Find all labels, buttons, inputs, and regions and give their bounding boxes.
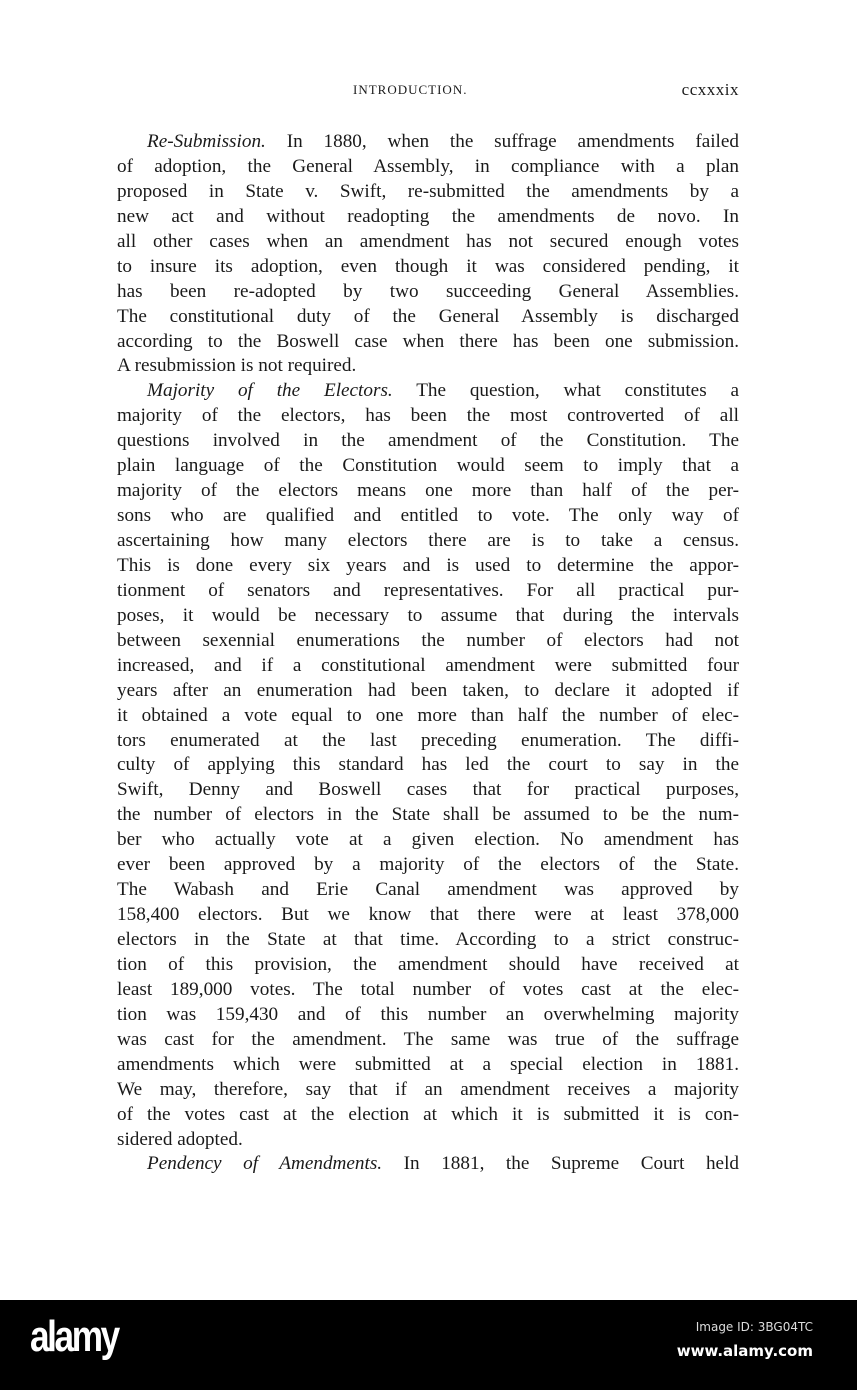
paragraph-first-line xyxy=(117,130,739,155)
running-head-title: INTRODUCTION. xyxy=(353,82,468,97)
text-line: tionment of senators and representatives. For all practical pur- xyxy=(117,579,739,601)
text-line: amendments which were submitted at a special election in 1881. xyxy=(117,1053,739,1075)
text-line: sons who are qualified and entitled to vote. The only way of xyxy=(117,505,739,527)
text-line: plain language of the Constitution would seem to imply that a xyxy=(117,455,739,477)
paragraph-heading: Pendency of Amendments. xyxy=(147,1153,383,1175)
running-head xyxy=(117,82,739,104)
text-line: the number of electors in the State shall be assumed to be the num- xyxy=(117,804,739,826)
text-line: majority of the electors means one more than half of the per- xyxy=(117,480,739,502)
text-line: A resubmission is not required. xyxy=(117,355,357,377)
site-url: www.alamy.com xyxy=(676,1342,813,1360)
text-line: least 189,000 votes. The total number of votes cast at the elec- xyxy=(117,978,739,1000)
paragraph-first-line xyxy=(117,1152,739,1177)
text-line: ascertaining how many electors there are is to take a census. xyxy=(117,530,739,551)
text-line: proposed in State v. Swift, re-submitted the amendments by a xyxy=(117,180,739,202)
text-line: according to the Boswell case when there has been one submission. xyxy=(117,330,739,352)
image-id: Image ID: 3BG04TC xyxy=(695,1320,813,1334)
text-line: has been re-adopted by two succeeding General Assemblies. xyxy=(117,280,739,302)
text-line: Swift, Denny and Boswell cases that for practical purposes, xyxy=(117,779,739,801)
text-line: electors in the State at that time. According to a strict construc- xyxy=(117,929,739,950)
text-line: it obtained a vote equal to one more than half the number of elec- xyxy=(117,704,739,726)
text-line: We may, therefore, say that if an amendment receives a majority xyxy=(117,1078,739,1100)
text-line: culty of applying this standard has led the court to say in the xyxy=(117,754,739,776)
text-line: new act and without readopting the amendments de novo. In xyxy=(117,205,739,227)
text-line: was cast for the amendment. The same was true of the suffrage xyxy=(117,1028,739,1050)
paragraph-heading: Majority of the Electors. xyxy=(147,380,393,402)
text-line: of the votes cast at the election at which it is submitted it is con- xyxy=(117,1103,739,1125)
text-line: of adoption, the General Assembly, in compliance with a plan xyxy=(117,155,739,177)
text-line: tion was 159,430 and of this number an overwhelming majority xyxy=(117,1003,739,1025)
text-line: The constitutional duty of the General Assembly is discharged xyxy=(117,305,739,327)
paragraph-text: In 1880, when the suffrage amendments failed xyxy=(265,131,739,152)
paragraph-text: The question, what constitutes a xyxy=(392,380,739,402)
text-line: all other cases when an amendment has not secured enough votes xyxy=(117,230,739,252)
text-line: majority of the electors, has been the most controverted of all xyxy=(117,405,739,427)
watermark-bar xyxy=(0,1300,857,1390)
text-line: This is done every six years and is used to determine the appor- xyxy=(117,554,739,576)
alamy-logo: alamy xyxy=(30,1312,118,1361)
text-line: increased, and if a constitutional amendment were submitted four xyxy=(117,654,739,676)
paragraph-text: In 1881, the Supreme Court held xyxy=(382,1153,739,1175)
text-line: years after an enumeration had been taken, to declare it adopted if xyxy=(117,679,739,701)
text-line: tion of this provision, the amendment should have received at xyxy=(117,953,739,975)
text-line: sidered adopted. xyxy=(117,1128,243,1150)
text-line: to insure its adoption, even though it was considered pending, it xyxy=(117,255,739,277)
text-line: ber who actually vote at a given election. No amendment has xyxy=(117,829,739,851)
text-line: ever been approved by a majority of the electors of the State. xyxy=(117,854,739,876)
text-line: questions involved in the amendment of the Constitution. The xyxy=(117,430,739,452)
paragraph-first-line xyxy=(117,379,739,404)
body-text xyxy=(117,130,739,1177)
text-line: poses, it would be necessary to assume that during the intervals xyxy=(117,604,739,626)
text-line: The Wabash and Erie Canal amendment was approved by xyxy=(117,879,739,901)
text-line: tors enumerated at the last preceding enumeration. The diffi- xyxy=(117,729,739,751)
text-line: between sexennial enumerations the number of electors had not xyxy=(117,629,739,651)
paragraph-heading: Re-Submission. xyxy=(147,131,266,152)
page-number: ccxxxix xyxy=(681,80,739,99)
text-line: 158,400 electors. But we know that there were at least 378,000 xyxy=(117,904,739,926)
